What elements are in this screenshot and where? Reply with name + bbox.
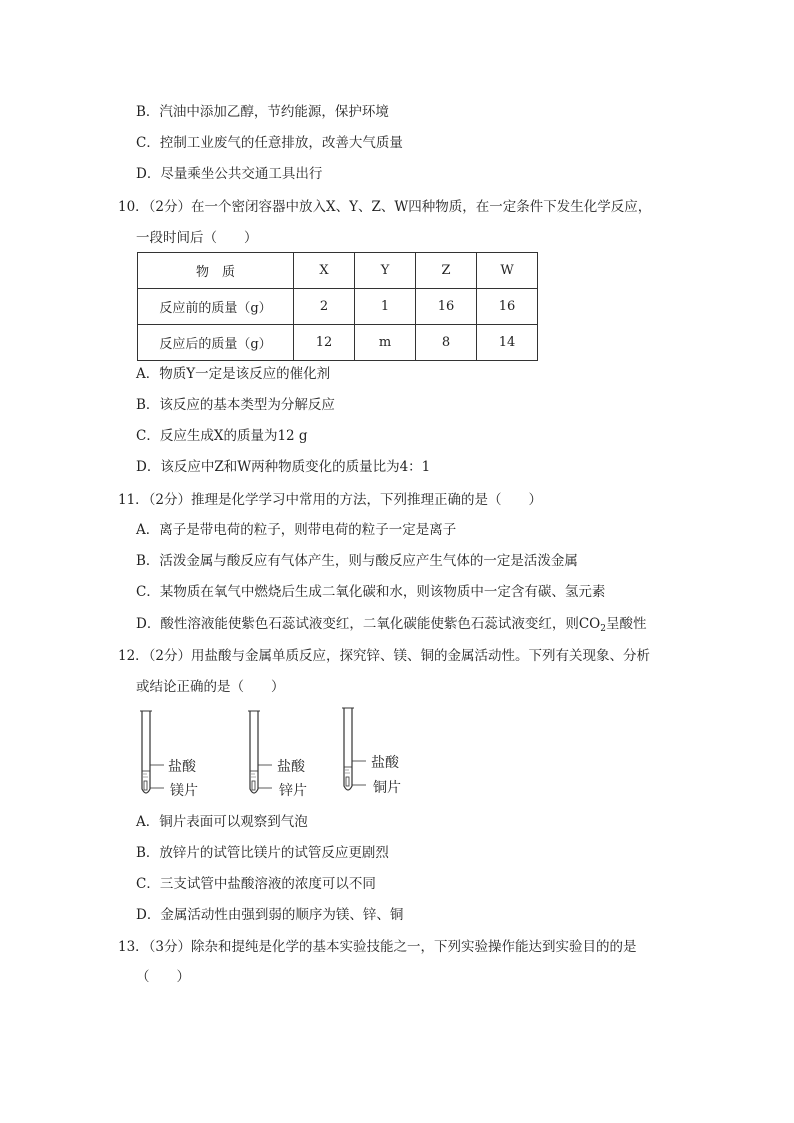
tube-3-metal-label: 铜片 [373, 780, 401, 796]
q12-option-c: C．三支试管中盐酸溶液的浓度可以不同 [136, 876, 376, 892]
q13-stem-cont: （ ） [136, 969, 190, 985]
q10-option-a: A．物质Y一定是该反应的催化剂 [136, 366, 331, 382]
co2-subscript: 2 [600, 624, 606, 634]
table-row [138, 325, 538, 361]
table-cell: 16 [416, 289, 477, 325]
table-header-row [138, 253, 538, 289]
table-header-cell: Z [416, 253, 477, 289]
q10-mass-table [137, 252, 538, 361]
tube-1-metal-label: 镁片 [170, 783, 198, 799]
q11-option-b: B．活泼金属与酸反应有气体产生，则与酸反应产生气体的一定是活泼金属 [136, 553, 578, 569]
tube-2-acid-label: 盐酸 [277, 759, 305, 775]
table-cell: 12 [294, 325, 355, 361]
tube-3-acid-label: 盐酸 [371, 755, 399, 771]
q13-stem: 13．（3分）除杂和提纯是化学的基本实验技能之一，下列实验操作能达到实验目的的是 [118, 939, 637, 955]
test-tube-1 [140, 711, 164, 793]
q12-option-a: A．铜片表面可以观察到气泡 [136, 814, 308, 830]
table-cell: 1 [355, 289, 416, 325]
q11-option-a: A．离子是带电荷的粒子，则带电荷的粒子一定是离子 [136, 522, 457, 538]
q9-option-c: C．控制工业废气的任意排放，改善大气质量 [136, 135, 403, 151]
table-cell: 反应后的质量（g） [138, 325, 294, 361]
q11-option-c: C．某物质在氧气中燃烧后生成二氧化碳和水，则该物质中一定含有碳、氢元素 [136, 584, 606, 600]
q10-option-b: B．该反应的基本类型为分解反应 [136, 397, 335, 413]
q10-option-c: C．反应生成X的质量为12 g [136, 428, 308, 444]
q12-stem-cont: 或结论正确的是（ ） [136, 679, 285, 695]
table-header-cell: W [477, 253, 538, 289]
q12-option-b: B．放锌片的试管比镁片的试管反应更剧烈 [136, 845, 389, 861]
tube-1-acid-label: 盐酸 [168, 759, 196, 775]
table-cell: 2 [294, 289, 355, 325]
table-cell: 14 [477, 325, 538, 361]
table-cell: 8 [416, 325, 477, 361]
table-header-cell: 物 质 [138, 253, 294, 289]
q12-stem: 12．（2分）用盐酸与金属单质反应，探究锌、镁、铜的金属活动性。下列有关现象、分析 [118, 648, 651, 664]
table-cell: m [355, 325, 416, 361]
q9-option-d: D．尽量乘坐公共交通工具出行 [136, 166, 323, 182]
q11-option-d-text: D．酸性溶液能使紫色石蕊试液变红，二氧化碳能使紫色石蕊试液变红，则CO [136, 616, 601, 632]
table-header-cell: Y [355, 253, 416, 289]
test-tube-3 [342, 708, 366, 790]
q9-option-b: B．汽油中添加乙醇，节约能源，保护环境 [136, 104, 389, 120]
q11-option-d [136, 614, 646, 639]
q12-option-d: D．金属活动性由强到弱的顺序为镁、锌、铜 [136, 907, 404, 923]
table-header-cell: X [294, 253, 355, 289]
table-cell: 反应前的质量（g） [138, 289, 294, 325]
tube-2-metal-label: 锌片 [279, 783, 307, 799]
table-row [138, 289, 538, 325]
q10-stem: 10．（2分）在一个密闭容器中放入X、Y、Z、W四种物质，在一定条件下发生化学反应， [118, 199, 652, 215]
q11-stem: 11．（2分）推理是化学学习中常用的方法，下列推理正确的是（ ） [118, 492, 543, 508]
q10-stem-cont: 一段时间后（ ） [136, 230, 258, 246]
q10-option-d: D．该反应中Z和W两种物质变化的质量比为4：1 [136, 459, 431, 475]
q11-option-d-tail: 呈酸性 [605, 616, 647, 632]
table-cell: 16 [477, 289, 538, 325]
test-tube-2 [248, 711, 272, 793]
